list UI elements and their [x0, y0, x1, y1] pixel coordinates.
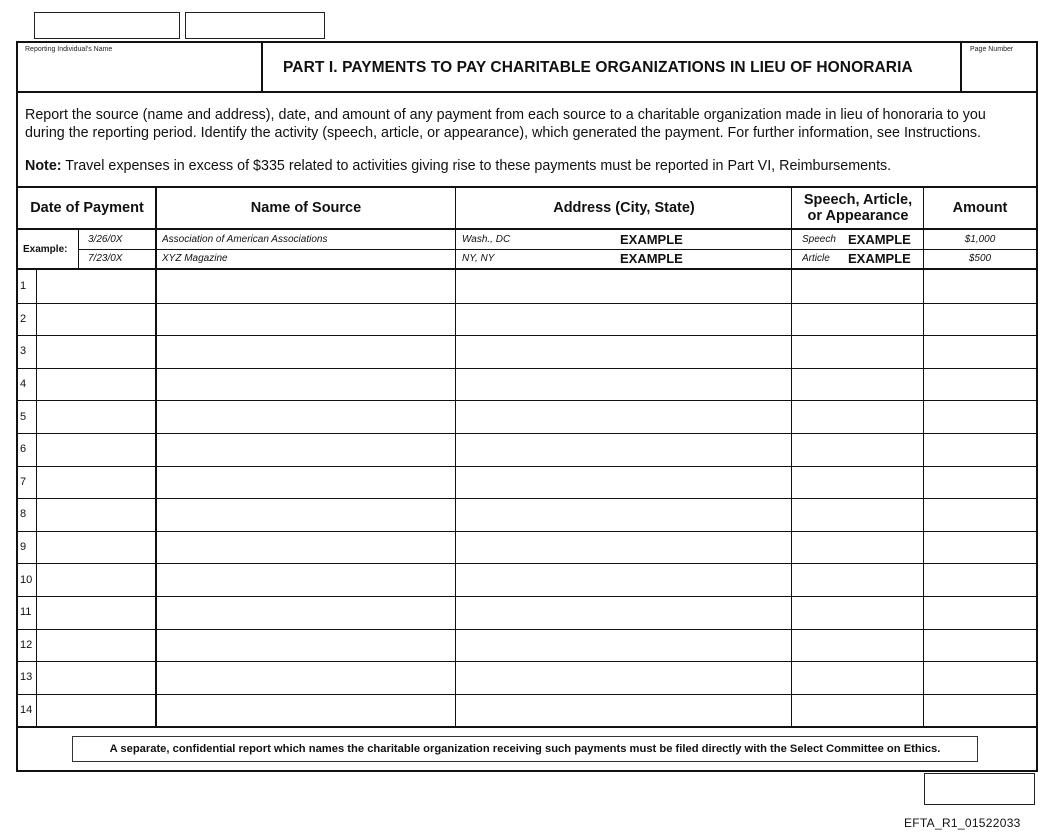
row-number: 1	[20, 280, 27, 293]
example-amount: $500	[968, 253, 992, 264]
grid-line	[155, 188, 157, 726]
entry-cell-date[interactable]	[37, 335, 156, 368]
row-number: 14	[20, 704, 33, 717]
row-number: 9	[20, 541, 27, 554]
row-number: 5	[20, 410, 27, 423]
row-number: 4	[20, 378, 27, 391]
entry-cell-amount[interactable]	[924, 303, 1036, 336]
example-address: Wash., DC	[462, 234, 511, 245]
entry-cell-name[interactable]	[156, 531, 456, 564]
note-label: Note:	[25, 158, 62, 174]
entry-cell-name[interactable]	[156, 335, 456, 368]
grid-line	[791, 188, 792, 726]
example-activity-tag: EXAMPLE	[848, 232, 911, 247]
example-label: Example:	[23, 243, 68, 255]
entry-cell-amount[interactable]	[924, 433, 1036, 466]
example-address: NY, NY	[462, 253, 495, 264]
entry-cell-activity[interactable]	[792, 661, 924, 694]
title-row	[18, 43, 1036, 93]
entry-cell-amount[interactable]	[924, 563, 1036, 596]
entry-cell-date[interactable]	[37, 466, 156, 499]
example-amount: $1,000	[964, 234, 996, 245]
column-header-name: Name of Source	[250, 200, 362, 216]
column-header-activity	[792, 188, 924, 228]
entry-cell-address[interactable]	[456, 400, 792, 433]
reporting-name-label: Reporting Individual's Name	[25, 46, 113, 53]
grid-line	[78, 230, 79, 268]
entry-cell-name[interactable]	[156, 563, 456, 596]
entry-cell-amount[interactable]	[924, 629, 1036, 662]
entry-cell-date[interactable]	[37, 694, 156, 727]
column-header-amount: Amount	[952, 200, 1008, 216]
example-address-tag: EXAMPLE	[620, 232, 683, 247]
row-number: 6	[20, 443, 27, 456]
entry-cell-amount[interactable]	[924, 466, 1036, 499]
instructions-note	[25, 157, 891, 175]
grid-line	[36, 268, 37, 726]
instructions	[18, 91, 1036, 188]
entry-cell-activity[interactable]	[792, 303, 924, 336]
example-address-tag: EXAMPLE	[620, 251, 683, 266]
entry-cell-address[interactable]	[456, 596, 792, 629]
entry-cell-activity[interactable]	[792, 335, 924, 368]
entry-cell-address[interactable]	[456, 661, 792, 694]
entry-cell-date[interactable]	[37, 433, 156, 466]
entry-cell-amount[interactable]	[924, 661, 1036, 694]
entry-cell-amount[interactable]	[924, 531, 1036, 564]
entry-cell-date[interactable]	[37, 563, 156, 596]
grid-line	[18, 726, 1036, 728]
entry-cell-date[interactable]	[37, 661, 156, 694]
entry-cell-amount[interactable]	[924, 335, 1036, 368]
note-text: Travel expenses in excess of $335 related to activities giving rise to these payments must be reported in Part VI, Reimbursements.	[61, 158, 892, 174]
example-date: 3/26/0X	[88, 234, 123, 245]
entry-cell-activity[interactable]	[792, 531, 924, 564]
document-id: EFTA_R1_01522033	[904, 816, 1021, 830]
entry-cell-date[interactable]	[37, 400, 156, 433]
entry-cell-amount[interactable]	[924, 270, 1036, 303]
instructions-line-2: during the reporting period. Identify the activity (speech, article, or appearance), which generated the payment. For further information, see Instructions.	[25, 125, 982, 141]
example-name: XYZ Magazine	[162, 253, 228, 264]
entry-cell-address[interactable]	[456, 335, 792, 368]
entry-cell-name[interactable]	[156, 498, 456, 531]
activity-header-line-1: Speech, Article,	[803, 192, 913, 208]
entry-cell-activity[interactable]	[792, 629, 924, 662]
page-number-field[interactable]	[962, 43, 1036, 91]
entry-cell-address[interactable]	[456, 563, 792, 596]
entry-cell-date[interactable]	[37, 498, 156, 531]
instructions-line-1: Report the source (name and address), date, and amount of any payment from each source to a charitable organization made in lieu of honoraria to you	[25, 107, 986, 123]
grid-line	[923, 188, 924, 726]
entry-cell-address[interactable]	[456, 466, 792, 499]
column-header-date: Date of Payment	[30, 200, 144, 216]
entry-cell-address[interactable]	[456, 498, 792, 531]
entry-cell-address[interactable]	[456, 270, 792, 303]
entry-cell-date[interactable]	[37, 596, 156, 629]
example-date: 7/23/0X	[88, 253, 123, 264]
entry-cell-date[interactable]	[37, 270, 156, 303]
entry-cell-amount[interactable]	[924, 400, 1036, 433]
entry-cell-name[interactable]	[156, 270, 456, 303]
example-activity-tag: EXAMPLE	[848, 251, 911, 266]
entry-cell-address[interactable]	[456, 303, 792, 336]
entry-cell-name[interactable]	[156, 661, 456, 694]
column-header-address: Address (City, State)	[553, 200, 695, 216]
entry-cell-activity[interactable]	[792, 694, 924, 727]
entry-cell-date[interactable]	[37, 629, 156, 662]
reporting-name-field[interactable]	[18, 43, 261, 91]
row-number: 2	[20, 312, 27, 325]
entry-cell-address[interactable]	[456, 629, 792, 662]
entry-cell-address[interactable]	[456, 531, 792, 564]
entry-cell-activity[interactable]	[792, 596, 924, 629]
entry-cell-date[interactable]	[37, 303, 156, 336]
entry-cell-date[interactable]	[37, 368, 156, 401]
entry-cell-activity[interactable]	[792, 498, 924, 531]
example-activity: Article	[802, 253, 830, 264]
entry-cell-name[interactable]	[156, 466, 456, 499]
entry-cell-amount[interactable]	[924, 694, 1036, 727]
entry-cell-name[interactable]	[156, 629, 456, 662]
page-number-label: Page Number	[970, 46, 1014, 53]
part-one-form	[16, 41, 1038, 772]
row-number: 13	[20, 671, 33, 684]
entry-cell-activity[interactable]	[792, 433, 924, 466]
activity-header-line-2: or Appearance	[807, 208, 909, 224]
entry-cell-amount[interactable]	[924, 596, 1036, 629]
entry-cell-activity[interactable]	[792, 563, 924, 596]
entry-cell-address[interactable]	[456, 433, 792, 466]
row-number: 7	[20, 475, 27, 488]
top-field-2[interactable]	[185, 12, 325, 39]
confidential-report-note: A separate, confidential report which names the charitable organization receiving such payments must be filed directly with the Select Committee on Ethics.	[72, 736, 978, 762]
entry-cell-name[interactable]	[156, 368, 456, 401]
row-number: 8	[20, 508, 27, 521]
page-title: PART I. PAYMENTS TO PAY CHARITABLE ORGANIZATIONS IN LIEU OF HONORARIA	[283, 59, 913, 76]
entry-cell-address[interactable]	[456, 694, 792, 727]
entry-cell-date[interactable]	[37, 531, 156, 564]
entry-cell-activity[interactable]	[792, 466, 924, 499]
bottom-right-field[interactable]	[924, 773, 1035, 805]
entry-cell-amount[interactable]	[924, 368, 1036, 401]
entry-cell-activity[interactable]	[792, 400, 924, 433]
row-number: 3	[20, 345, 27, 358]
entry-cell-activity[interactable]	[792, 368, 924, 401]
row-number: 12	[20, 638, 33, 651]
example-name: Association of American Associations	[162, 234, 328, 245]
example-activity: Speech	[802, 234, 836, 245]
entry-cell-amount[interactable]	[924, 498, 1036, 531]
entry-cell-address[interactable]	[456, 368, 792, 401]
entry-cell-activity[interactable]	[792, 270, 924, 303]
row-number: 10	[20, 573, 33, 586]
row-number: 11	[20, 606, 32, 619]
entry-cell-name[interactable]	[156, 433, 456, 466]
top-field-1[interactable]	[34, 12, 180, 39]
entry-cell-name[interactable]	[156, 694, 456, 727]
entry-cell-name[interactable]	[156, 400, 456, 433]
entry-cell-name[interactable]	[156, 303, 456, 336]
entry-cell-name[interactable]	[156, 596, 456, 629]
grid-line	[455, 188, 456, 726]
